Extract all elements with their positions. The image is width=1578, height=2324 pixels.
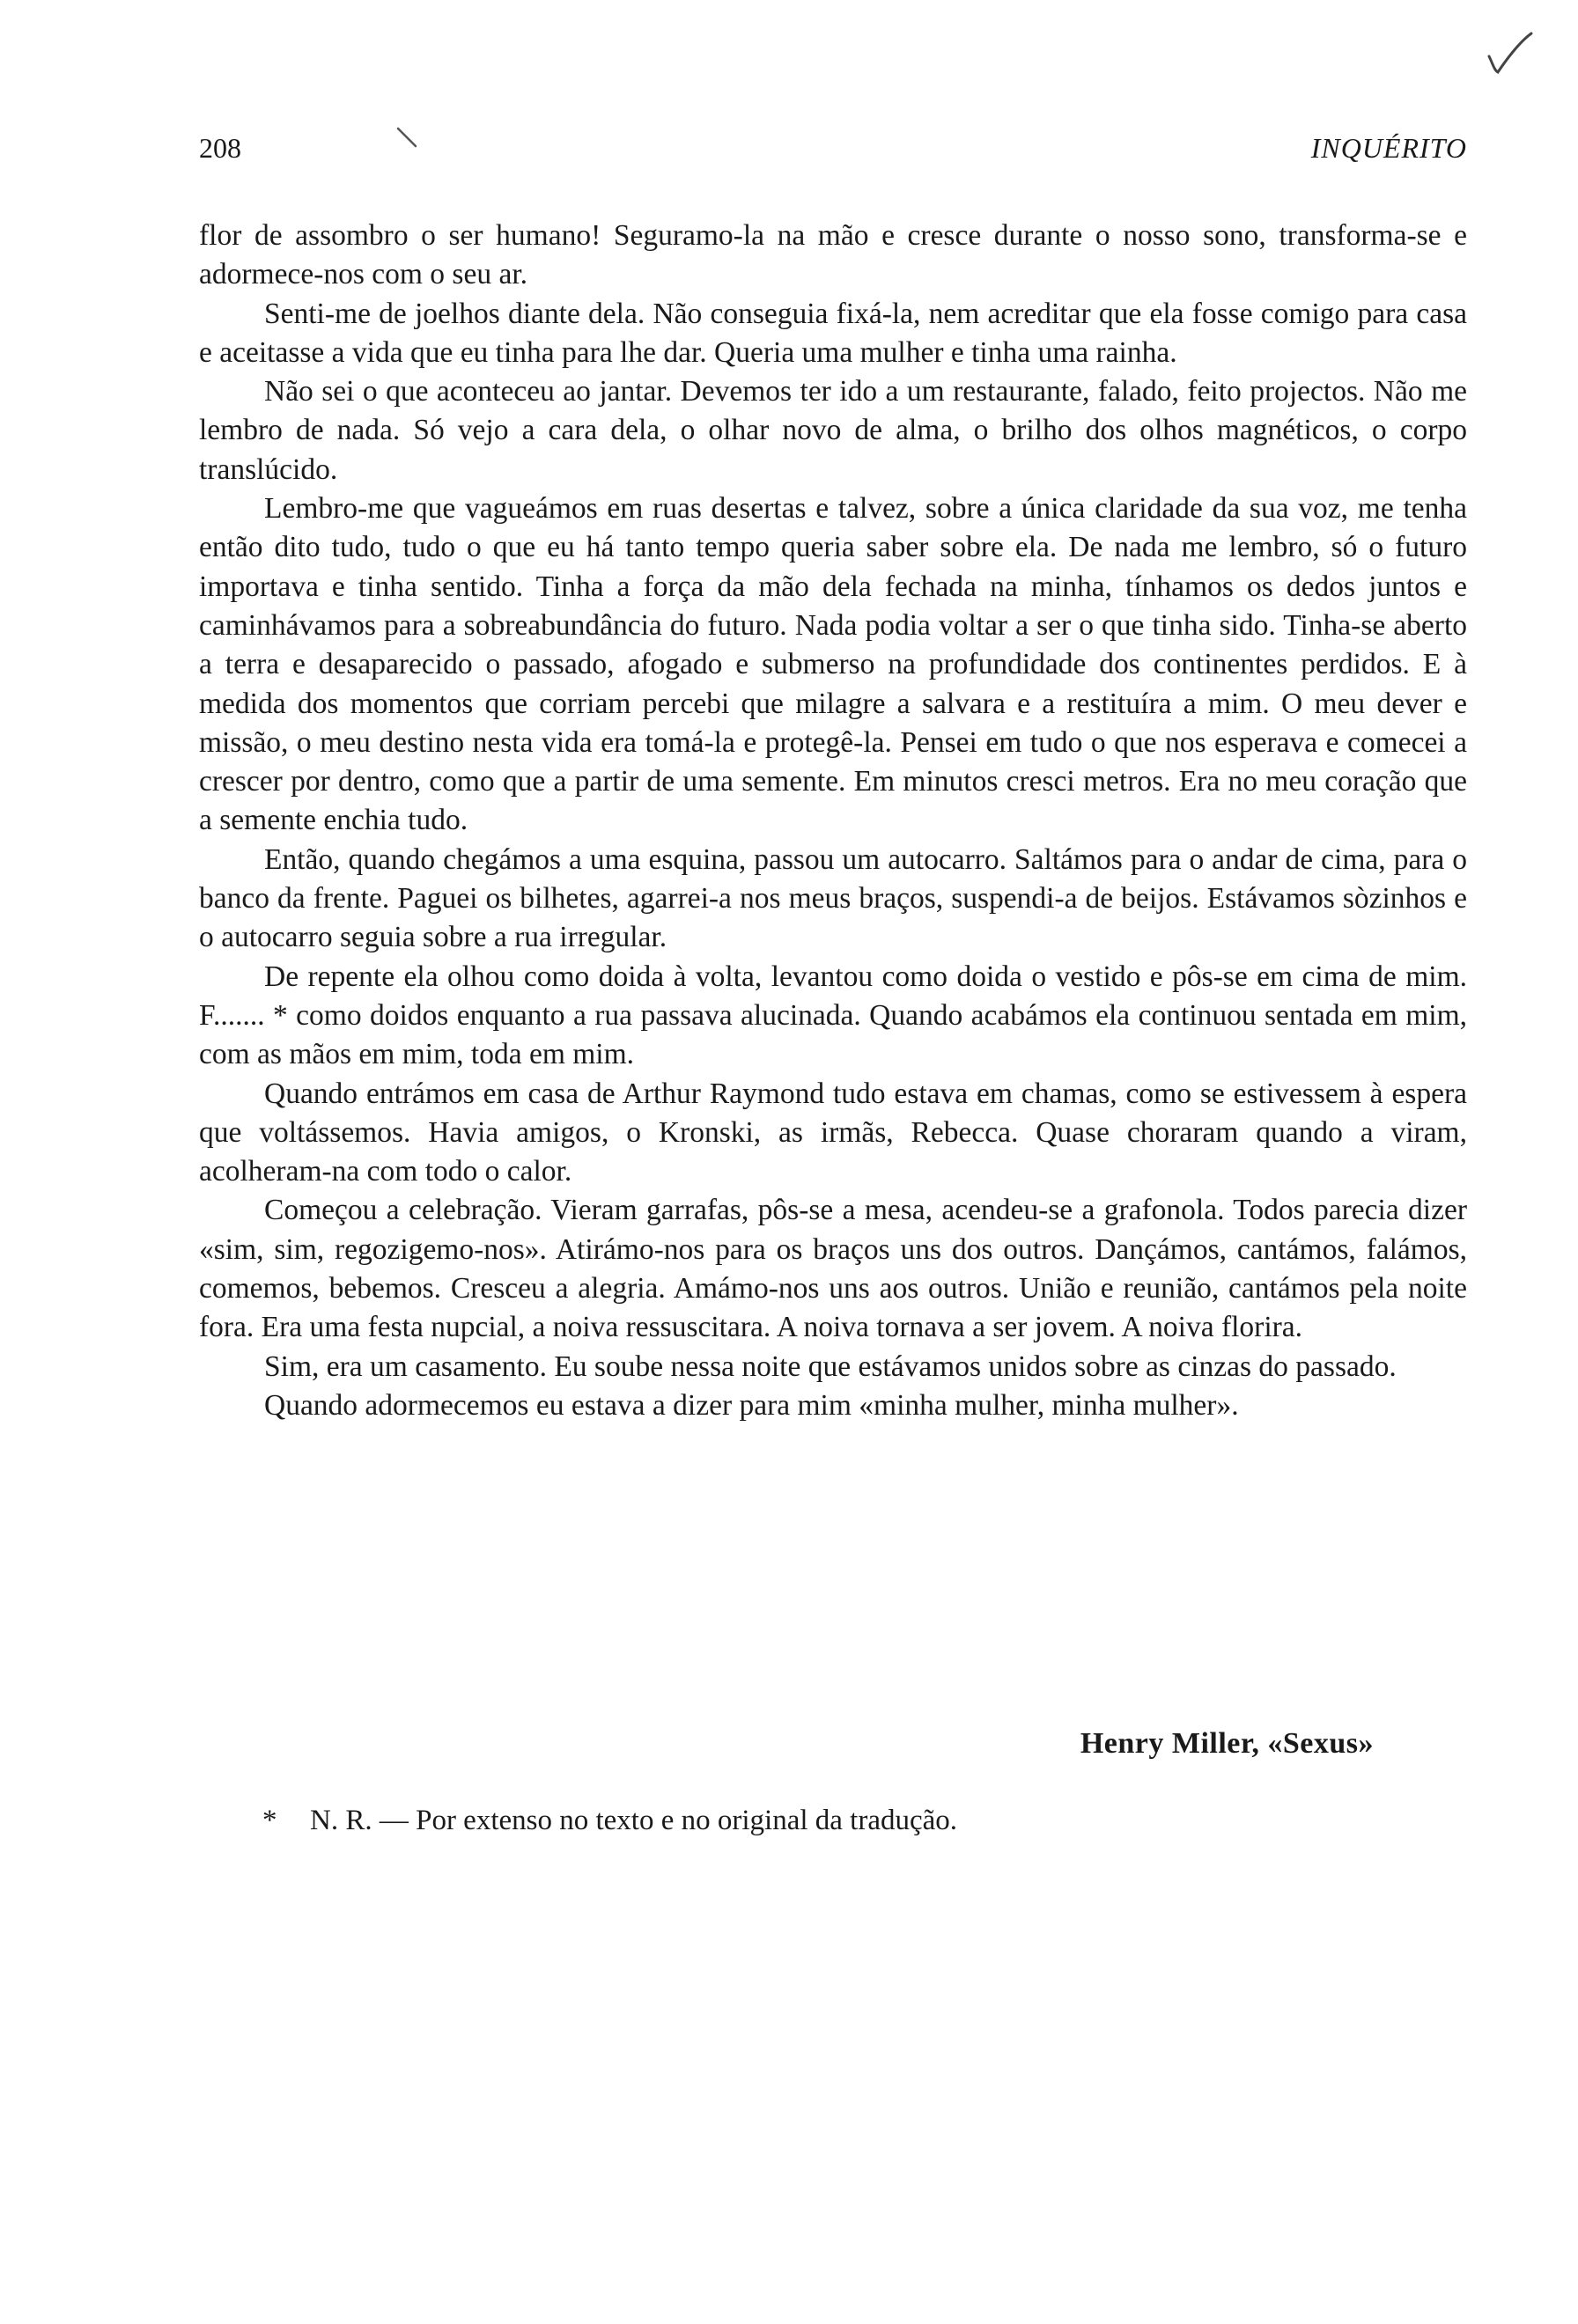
paragraph-2: Senti-me de joelhos diante dela. Não conseguia fixá-la, nem acreditar que ela fosse comigo para casa e aceitasse a vida que eu tinha para lhe dar. Queria uma mulher e tinha uma rainha. [199,297,1467,369]
running-header [199,132,1467,178]
body-text [199,217,1467,1425]
paragraph-10: Quando adormecemos eu estava a dizer para mim «minha mulher, minha mulher». [264,1388,1239,1422]
footnote-text: N. R. — Por extenso no texto e no original da tradução. [310,1805,958,1836]
handwritten-check-icon [1484,26,1537,79]
paragraph-7: Quando entrámos em casa de Arthur Raymond tudo estava em chamas, como se estivessem à espera que voltássemos. Havia amigos, o Kronski, as irmãs, Rebecca. Quase choraram quando a viram, acolheram-na com todo o calor. [199,1077,1467,1188]
author-attribution: Henry Miller, «Sexus» [1080,1727,1374,1760]
paragraph-5: Então, quando chegámos a uma esquina, passou um autocarro. Saltámos para o andar de cima, para o banco da frente. Paguei os bilhetes, agarrei-a nos meus braços, suspendi-a de beijos. Estávamos sòzinhos e o autocarro seguia sobre a rua irregular. [199,842,1467,954]
paragraph-3: Não sei o que aconteceu ao jantar. Devemos ter ido a um restaurante, falado, feito projectos. Não me lembro de nada. Só vejo a cara dela, o olhar novo de alma, o brilho dos olhos magnéticos, o corpo translúcido. [199,375,1467,486]
paragraph-4: Lembro-me que vagueámos em ruas desertas e talvez, sobre a única claridade da sua voz, me tenha então dito tudo, tudo o que eu há tanto tempo queria saber sobre ela. De nada me lembro, só o futuro importava e tinha sentido. Tinha a força da mão dela fechada na minha, tínhamos os dedos juntos e caminhávamos para a sobreabundância do futuro. Nada podia voltar a ser o que tinha sido. Tinha-se aberto a terra e desaparecido o passado, afogado e submerso na profundidade dos continentes perdidos. E à medida dos momentos que corriam percebi que milagre a salvara e a restituíra a mim. O meu dever e missão, o meu destino nesta vida era tomá-la e protegê-la. Pensei em tudo o que nos esperava e comecei a crescer por dentro, como que a partir de uma semente. Em minutos cresci metros. Era no meu coração que a semente enchia tudo. [199,492,1467,837]
paragraph-8: Começou a celebração. Vieram garrafas, pôs-se a mesa, acendeu-se a grafonola. Todos parecia dizer «sim, sim, regozigemo-nos». Atirámo-nos para os braços uns dos outros. Dançámos, cantámos, falámos, comemos, bebemos. Cresceu a alegria. Amámo-nos uns aos outros. União e reunião, cantámos pela noite fora. Era uma festa nupcial, a noiva ressuscitara. A noiva tornava a ser jovem. A noiva florira. [199,1194,1467,1344]
footnote-marker: * [262,1805,277,1836]
paragraph-9: Sim, era um casamento. Eu soube nessa noite que estávamos unidos sobre as cinzas do passado. [264,1350,1397,1383]
page-number: 208 [199,132,241,164]
paragraph-6: De repente ela olhou como doida à volta, levantou como doida o vestido e pôs-se em cima de mim. F....... * como doidos enquanto a rua passava alucinada. Quando acabámos ela continuou sentada em mim, com as mãos em mim, toda em mim. [199,960,1467,1071]
footnote [262,1801,1319,1840]
section-title: INQUÉRITO [1310,132,1467,164]
paragraph-1: flor de assombro o ser humano! Seguramo-la na mão e cresce durante o nosso sono, transforma-se e adormece-nos com o seu ar. [199,219,1467,291]
